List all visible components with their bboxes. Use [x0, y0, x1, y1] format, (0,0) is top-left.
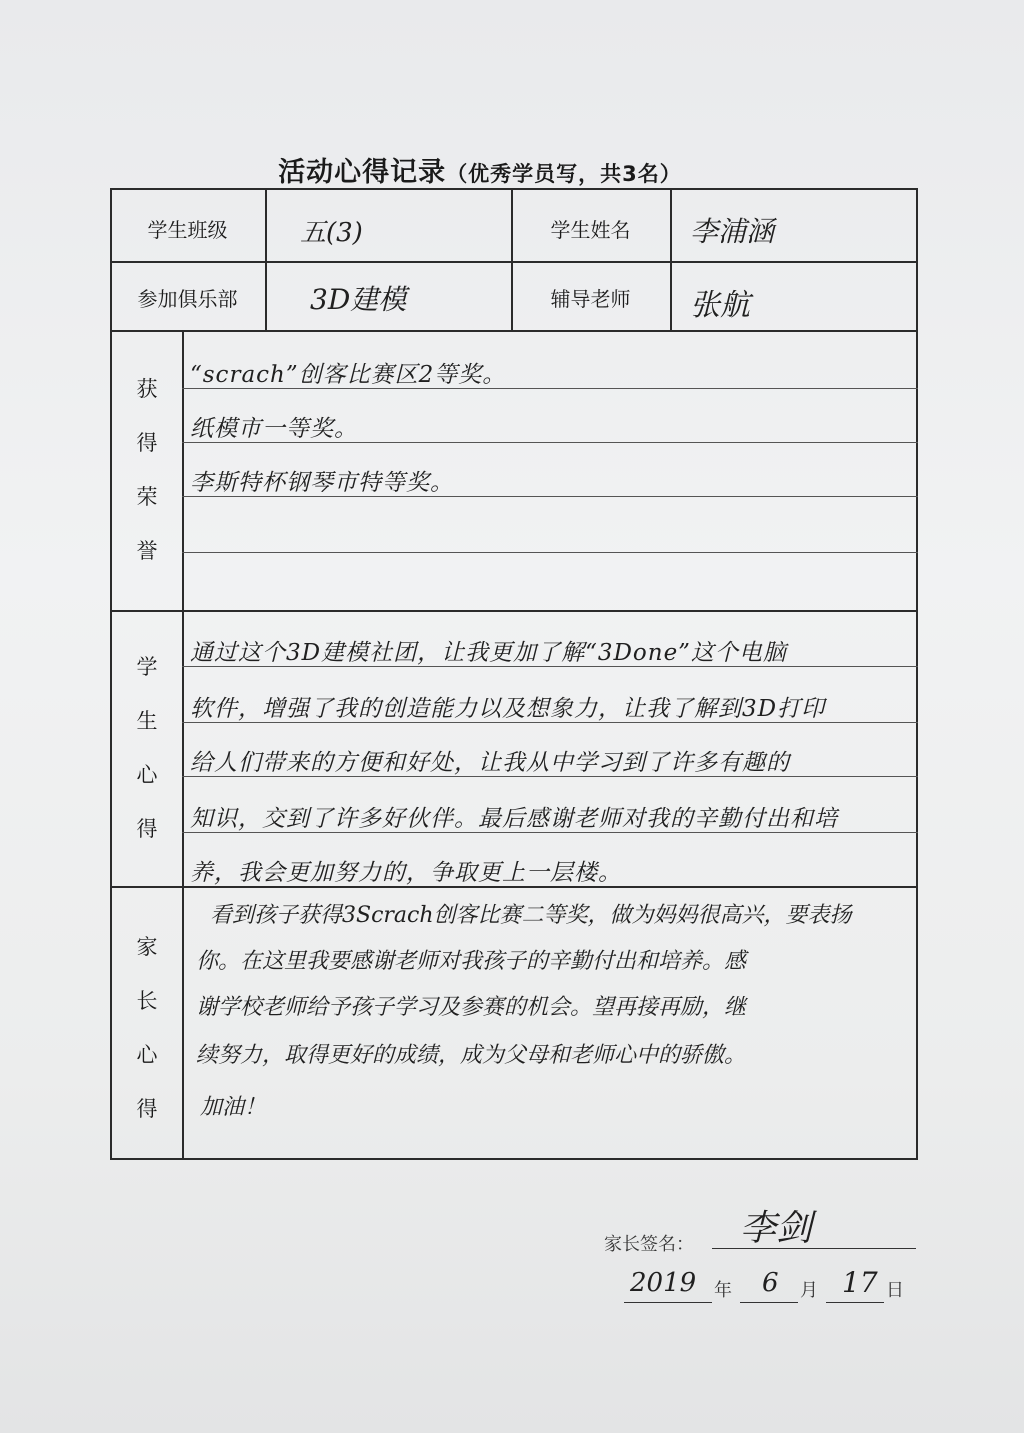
honor-line: “scrach”创客比赛区2等奖。 [190, 362, 507, 388]
honors-rule [182, 552, 918, 553]
date-day: 17 [842, 1266, 878, 1299]
student-name-value: 李浦涵 [690, 215, 775, 248]
class-label: 学生班级 [147, 218, 228, 242]
col1-line-top [265, 188, 267, 330]
date-year: 2019 [630, 1268, 697, 1298]
parent-line: 加油！ [200, 1095, 267, 1120]
club-value: 3D建模 [310, 283, 407, 316]
year-label: 年 [714, 1280, 732, 1301]
col3-line-top [670, 188, 672, 330]
student-line: 养，我会更加努力的，争取更上一层楼。 [190, 860, 622, 886]
teacher-label: 辅导老师 [550, 287, 631, 311]
class-value: 五(3) [300, 218, 363, 248]
honors-label: 获 得 荣 誉 [136, 377, 158, 563]
student-line: 通过这个3D建模社团，让我更加了解“3Done”这个电脑 [190, 640, 787, 666]
parent-signature: 李剑 [740, 1208, 813, 1249]
honor-line: 纸模市一等奖。 [190, 416, 358, 442]
row2-bottom-line [110, 330, 918, 332]
year-line [624, 1302, 712, 1303]
signature-line [712, 1248, 916, 1249]
parent-line: 看到孩子获得3Scrach创客比赛二等奖，做为妈妈很高兴，要表扬 [210, 903, 852, 928]
label-col-line [182, 330, 184, 1160]
month-label: 月 [800, 1280, 818, 1301]
honors-bottom-line [110, 610, 918, 612]
teacher-value: 张航 [690, 288, 750, 323]
parent-line: 你。在这里我要感谢老师对我孩子的辛勤付出和培养。感 [196, 949, 747, 974]
student-line: 给人们带来的方便和好处，让我从中学习到了许多有趣的 [190, 750, 790, 776]
student-name-label: 学生姓名 [550, 218, 631, 242]
honor-line: 李斯特杯钢琴市特等奖。 [190, 470, 454, 496]
day-label: 日 [886, 1280, 904, 1301]
parent-line: 续努力，取得更好的成绩，成为父母和老师心中的骄傲。 [196, 1043, 747, 1068]
club-label: 参加俱乐部 [137, 287, 238, 311]
row1-bottom-line [110, 261, 918, 263]
student-line: 软件，增强了我的创造能力以及想象力，让我了解到3D打印 [190, 696, 826, 722]
parent-line: 谢学校老师给予孩子学习及参赛的机会。望再接再励，继 [196, 995, 747, 1020]
month-line [740, 1302, 798, 1303]
parent-reflection-label: 家 长 心 得 [136, 935, 158, 1121]
title-main: 活动心得记录 [278, 157, 447, 188]
student-line: 知识，交到了许多好伙伴。最后感谢老师对我的辛勤付出和培 [190, 806, 838, 832]
day-line [826, 1302, 884, 1303]
date-month: 6 [762, 1268, 779, 1298]
signature-label: 家长签名： [604, 1234, 694, 1255]
student-reflection-label: 学 生 心 得 [136, 655, 158, 841]
form-title [100, 150, 860, 189]
title-sub: （优秀学员写，共3名） [446, 162, 682, 186]
